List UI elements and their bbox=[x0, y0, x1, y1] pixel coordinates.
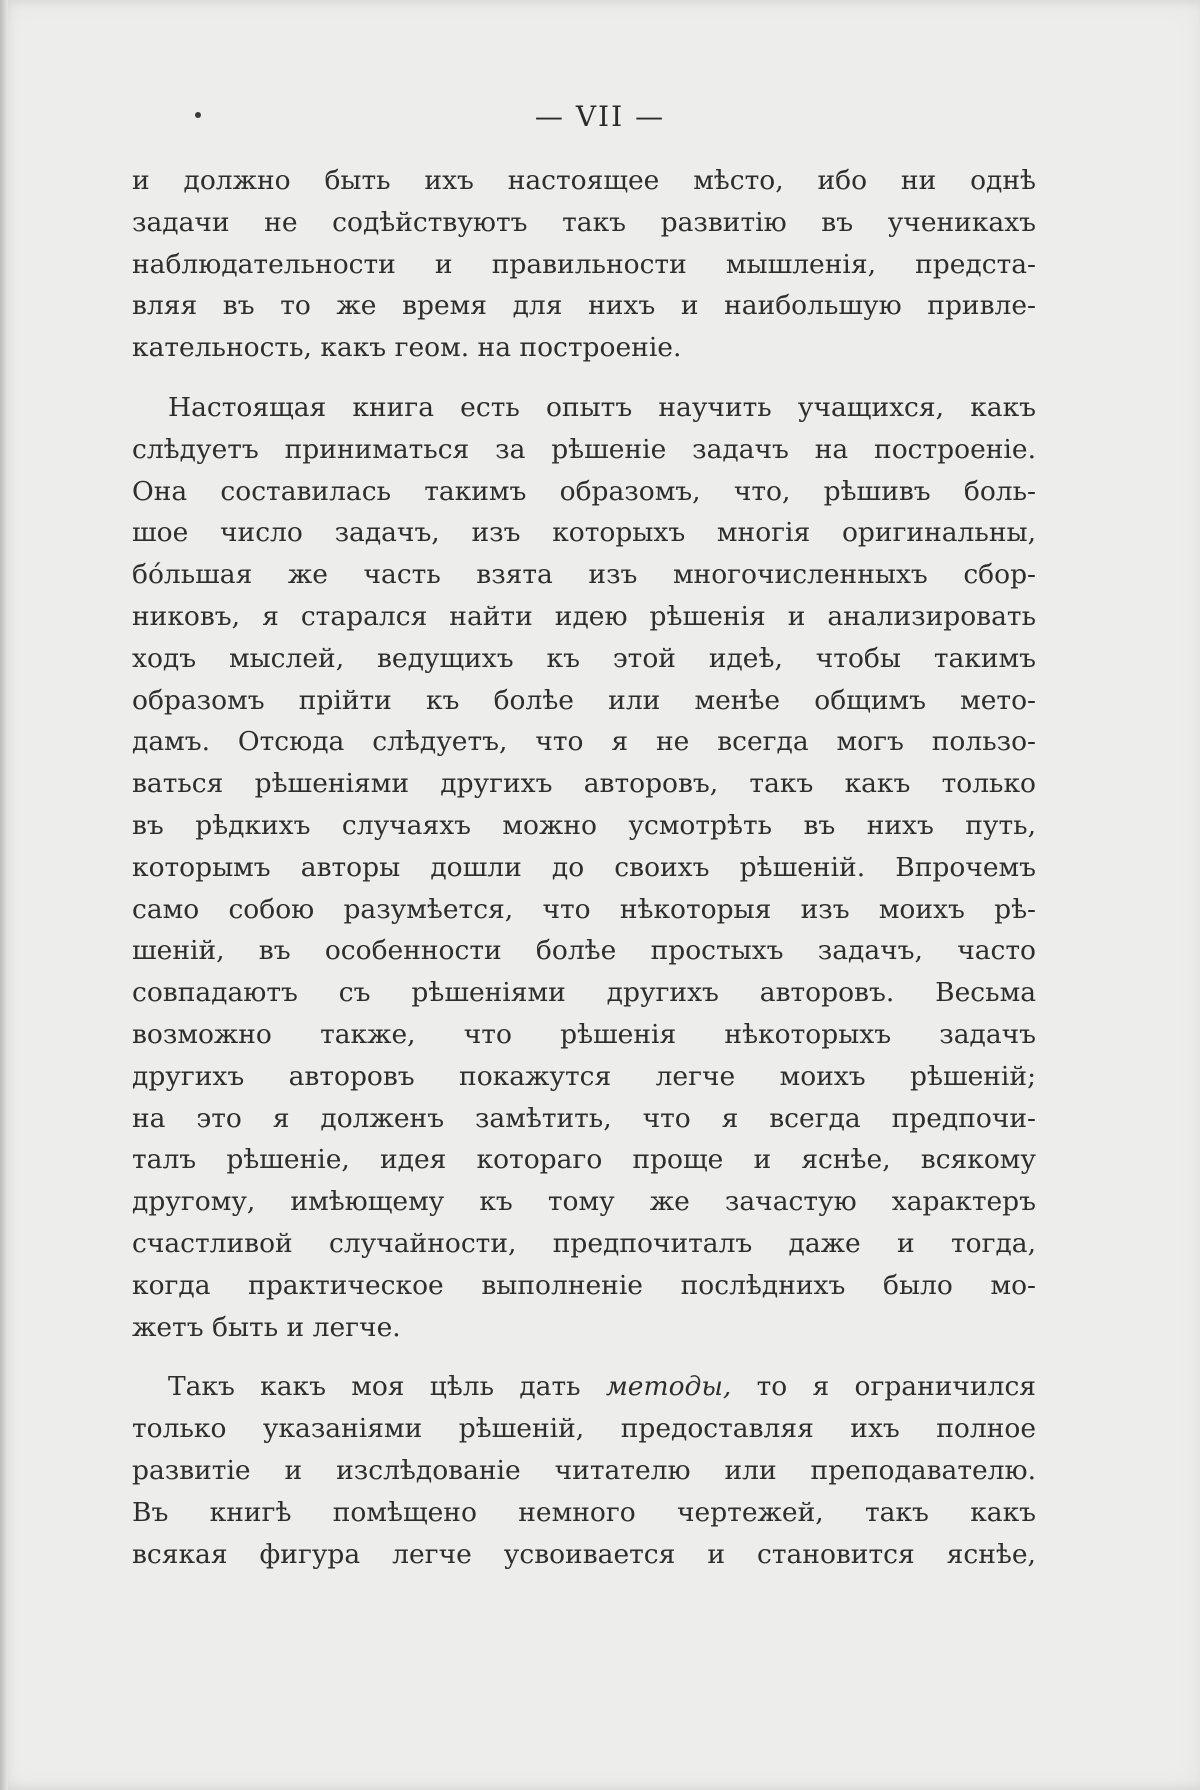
paragraph-2 bbox=[132, 387, 1036, 1348]
text-run: то я ограничился bbox=[731, 1371, 1037, 1403]
text-line: шеній, въ особенности болѣе простыхъ задачъ, часто bbox=[132, 935, 1036, 967]
text-line: Настоящая книга есть опытъ научить учащихся, какъ bbox=[168, 391, 1036, 423]
text-line: слѣдуетъ приниматься за рѣшеніе задачъ на построеніе. bbox=[132, 433, 1036, 465]
text-line: развитіе и изслѣдованіе читателю или преподавателю. bbox=[132, 1454, 1036, 1486]
page-gutter-shadow bbox=[0, 0, 8, 1790]
text-line: когда практическое выполненіе послѣднихъ было мо- bbox=[132, 1269, 1036, 1301]
text-line: жетъ быть и легче. bbox=[132, 1311, 401, 1343]
page-number: — VII — bbox=[534, 100, 666, 133]
text-line: задачи не содѣйствуютъ такъ развитію въ ученикахъ bbox=[132, 206, 1036, 238]
text-line: Въ книгѣ помѣщено немного чертежей, такъ какъ bbox=[132, 1496, 1036, 1528]
text-line: вляя въ то же время для нихъ и наибольшую привле- bbox=[132, 290, 1036, 322]
text-line: возможно также, что рѣшенія нѣкоторыхъ задачъ bbox=[132, 1018, 1036, 1050]
text-line: само собою разумѣется, что нѣкоторыя изъ моихъ рѣ- bbox=[132, 893, 1036, 925]
text-line: наблюдательности и правильности мышленія, предста- bbox=[132, 248, 1036, 280]
body-text bbox=[132, 160, 1036, 1575]
text-line: ваться рѣшеніями другихъ авторовъ, такъ какъ только bbox=[132, 768, 1036, 800]
text-line: въ рѣдкихъ случаяхъ можно усмотрѣть въ нихъ путь, bbox=[132, 809, 1036, 841]
text-line: бóльшая же часть взята изъ многочисленныхъ сбор- bbox=[132, 559, 1036, 591]
text-line: никовъ, я старался найти идею рѣшенія и анализировать bbox=[132, 600, 1036, 632]
text-line: образомъ прійти къ болѣе или менѣе общимъ мето- bbox=[132, 684, 1036, 716]
text-line: которымъ авторы дошли до своихъ рѣшеній. Впрочемъ bbox=[132, 851, 1036, 883]
text-line: кательность, какъ геом. на построеніе. bbox=[132, 332, 682, 364]
text-line: другихъ авторовъ покажутся легче моихъ рѣшеній; bbox=[132, 1060, 1036, 1092]
text-line: и должно быть ихъ настоящее мѣсто, ибо ни однѣ bbox=[132, 165, 1036, 196]
paragraph-3 bbox=[132, 1366, 1036, 1575]
text-line: талъ рѣшеніе, идея котораго проще и яснѣе, всякому bbox=[132, 1144, 1036, 1176]
text-line: совпадаютъ съ рѣшеніями другихъ авторовъ. Весьма bbox=[132, 977, 1036, 1009]
text-line: Она составилась такимъ образомъ, что, рѣшивъ боль- bbox=[132, 475, 1036, 507]
text-run: Такъ какъ моя цѣль дать bbox=[168, 1371, 606, 1403]
text-line: всякая фигура легче усвоивается и становится яснѣе, bbox=[132, 1538, 1036, 1570]
text-line: ходъ мыслей, ведущихъ къ этой идеѣ, чтобы такимъ bbox=[132, 642, 1036, 674]
text-line: только указаніями рѣшеній, предоставляя ихъ полное bbox=[132, 1413, 1036, 1445]
text-line: дамъ. Отсюда слѣдуетъ, что я не всегда могъ пользо- bbox=[132, 726, 1036, 758]
text-line: счастливой случайности, предпочиталъ даже и тогда, bbox=[132, 1227, 1036, 1259]
text-line: на это я долженъ замѣтить, что я всегда предпочи- bbox=[132, 1102, 1036, 1134]
text-line bbox=[132, 1366, 1036, 1408]
paragraph-1 bbox=[132, 160, 1036, 369]
emphasized-word: методы, bbox=[605, 1371, 732, 1403]
text-line: шое число задачъ, изъ которыхъ многія оригинальны, bbox=[132, 517, 1036, 549]
text-line: другому, имѣющему къ тому же зачастую характеръ bbox=[132, 1186, 1036, 1218]
